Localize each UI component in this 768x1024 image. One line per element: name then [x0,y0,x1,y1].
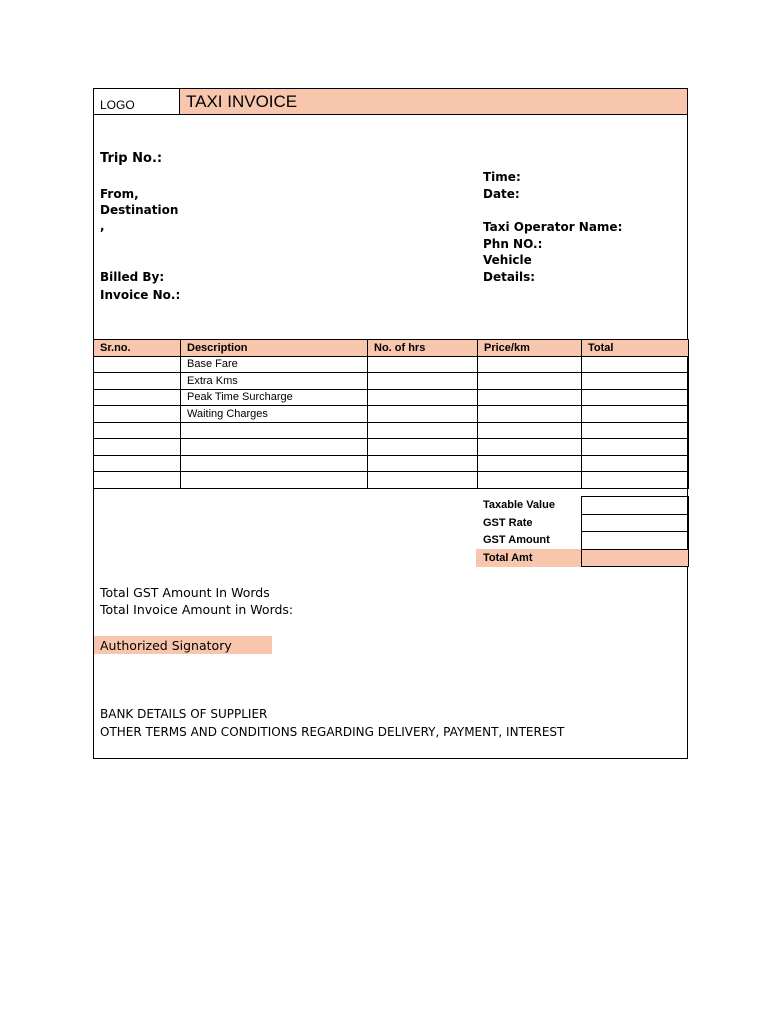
items-table [93,339,689,489]
summary-row-taxable [476,497,688,515]
table-row [94,472,689,489]
table-row [94,356,689,373]
invoice-amount-words: Total Invoice Amount in Words: [100,602,294,617]
gst-amount-words: Total GST Amount In Words [100,585,270,600]
table-cell[interactable] [582,389,689,406]
table-row [94,455,689,472]
table-cell[interactable] [94,439,181,456]
table-cell[interactable] [582,455,689,472]
column-header-srno: Sr.no. [94,340,181,357]
column-header-hours: No. of hrs [368,340,478,357]
table-row [94,389,689,406]
table-cell[interactable] [94,389,181,406]
table-cell[interactable] [478,406,582,423]
table-cell[interactable] [94,422,181,439]
authorized-signatory: Authorized Signatory [94,636,272,654]
operator-name-label: Taxi Operator Name: [483,220,623,234]
table-row [94,406,689,423]
table-cell[interactable] [368,356,478,373]
table-cell[interactable]: Base Fare [181,356,368,373]
table-cell[interactable] [181,422,368,439]
table-cell[interactable] [478,472,582,489]
details-label: Details: [483,270,536,284]
table-cell[interactable]: Extra Kms [181,373,368,390]
table-cell[interactable] [94,356,181,373]
gst-rate-label: GST Rate [483,516,533,529]
table-cell[interactable] [181,455,368,472]
destination-comma: , [100,219,105,233]
table-cell[interactable] [94,373,181,390]
invoice-no-label: Invoice No.: [100,288,181,302]
phone-label: Phn NO.: [483,237,543,251]
total-amt-field[interactable] [581,549,688,567]
gst-amount-label: GST Amount [483,534,550,547]
table-cell[interactable] [368,455,478,472]
table-cell[interactable] [368,472,478,489]
gst-amount-field[interactable] [581,532,688,550]
table-cell[interactable] [368,389,478,406]
table-cell[interactable] [94,406,181,423]
bank-details: BANK DETAILS OF SUPPLIER [100,707,268,721]
terms-conditions: OTHER TERMS AND CONDITIONS REGARDING DELIVERY, PAYMENT, INTEREST [100,725,565,739]
table-row [94,439,689,456]
table-row [94,373,689,390]
column-header-total: Total [582,340,689,357]
billed-by-label: Billed By: [100,270,165,284]
total-amt-label: Total Amt [476,549,581,567]
trip-no-label: Trip No.: [100,151,163,166]
logo-placeholder: LOGO [93,88,180,115]
table-cell[interactable] [181,472,368,489]
table-cell[interactable] [582,422,689,439]
date-label: Date: [483,187,520,201]
table-cell[interactable] [478,389,582,406]
table-cell[interactable] [478,422,582,439]
summary-row-gst-amount [476,532,688,550]
table-cell[interactable] [478,356,582,373]
tax-summary [476,496,689,567]
table-cell[interactable] [478,439,582,456]
table-cell[interactable] [368,373,478,390]
vehicle-label: Vehicle [483,253,532,267]
table-cell[interactable]: Waiting Charges [181,406,368,423]
table-cell[interactable] [582,439,689,456]
table-cell[interactable] [478,373,582,390]
table-header-row [94,340,689,357]
table-cell[interactable] [478,455,582,472]
gst-rate-field[interactable] [581,514,688,532]
table-cell[interactable] [582,356,689,373]
table-row [94,422,689,439]
invoice-title: TAXI INVOICE [179,88,688,115]
table-cell[interactable] [582,472,689,489]
destination-label: Destination [100,203,179,217]
table-cell[interactable] [181,439,368,456]
table-cell[interactable] [94,472,181,489]
column-header-price: Price/km [478,340,582,357]
table-cell[interactable] [368,422,478,439]
from-label: From, [100,187,139,201]
taxable-value-field[interactable] [581,497,688,515]
summary-row-gst-rate [476,514,688,532]
column-header-description: Description [181,340,368,357]
table-cell[interactable] [368,439,478,456]
table-cell[interactable]: Peak Time Surcharge [181,389,368,406]
table-cell[interactable] [368,406,478,423]
summary-row-total [476,549,688,567]
table-cell[interactable] [582,406,689,423]
time-label: Time: [483,170,521,184]
table-cell[interactable] [94,455,181,472]
taxable-value-label: Taxable Value [483,499,555,512]
table-cell[interactable] [582,373,689,390]
